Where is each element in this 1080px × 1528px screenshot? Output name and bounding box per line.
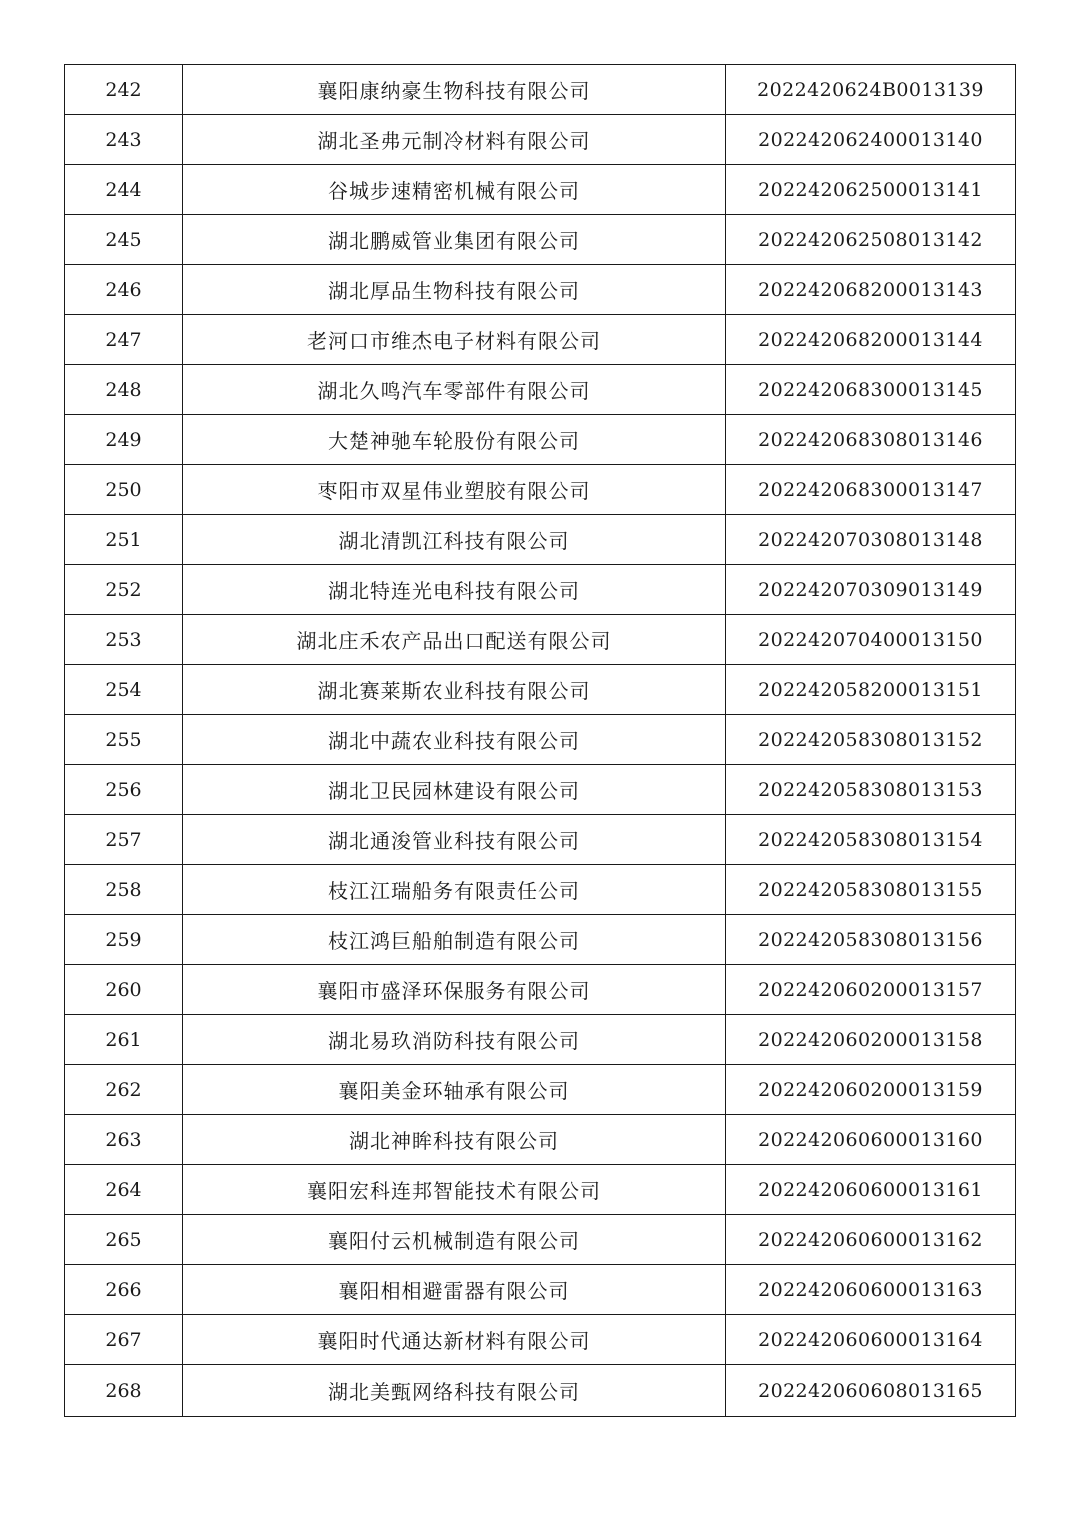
row-index-cell: 250 (65, 465, 183, 515)
row-index-cell: 245 (65, 215, 183, 265)
row-index-cell: 243 (65, 115, 183, 165)
row-index-cell: 251 (65, 515, 183, 565)
row-index-cell: 259 (65, 915, 183, 965)
row-index-cell: 252 (65, 565, 183, 615)
registration-code-cell: 202242058308013155 (726, 865, 1016, 915)
company-name-cell: 枣阳市双星伟业塑胶有限公司 (183, 465, 726, 515)
company-name-cell: 湖北特连光电科技有限公司 (183, 565, 726, 615)
registration-code-cell: 202242058308013156 (726, 915, 1016, 965)
company-name-cell: 襄阳市盛泽环保服务有限公司 (183, 965, 726, 1015)
registration-code-cell: 202242058308013152 (726, 715, 1016, 765)
table-row (65, 1315, 1016, 1365)
registration-code-cell: 202242068300013145 (726, 365, 1016, 415)
registration-code-cell: 202242058200013151 (726, 665, 1016, 715)
registration-code-cell: 202242060200013158 (726, 1015, 1016, 1065)
company-name-cell: 枝江鸿巨船舶制造有限公司 (183, 915, 726, 965)
registration-code-cell: 202242058308013153 (726, 765, 1016, 815)
company-name-cell: 湖北庄禾农产品出口配送有限公司 (183, 615, 726, 665)
registration-code-cell: 202242070400013150 (726, 615, 1016, 665)
row-index-cell: 264 (65, 1165, 183, 1215)
company-name-cell: 湖北通浚管业科技有限公司 (183, 815, 726, 865)
registration-code-cell: 202242060200013159 (726, 1065, 1016, 1115)
company-name-cell: 湖北卫民园林建设有限公司 (183, 765, 726, 815)
company-name-cell: 湖北久鸣汽车零部件有限公司 (183, 365, 726, 415)
row-index-cell: 258 (65, 865, 183, 915)
company-name-cell: 谷城步速精密机械有限公司 (183, 165, 726, 215)
company-name-cell: 襄阳付云机械制造有限公司 (183, 1215, 726, 1265)
row-index-cell: 248 (65, 365, 183, 415)
registration-code-cell: 202242060608013165 (726, 1365, 1016, 1417)
row-index-cell: 257 (65, 815, 183, 865)
company-name-cell: 湖北易玖消防科技有限公司 (183, 1015, 726, 1065)
registration-code-cell: 202242068300013147 (726, 465, 1016, 515)
registration-code-cell: 202242062508013142 (726, 215, 1016, 265)
row-index-cell: 255 (65, 715, 183, 765)
company-name-cell: 襄阳康纳豪生物科技有限公司 (183, 65, 726, 115)
row-index-cell: 242 (65, 65, 183, 115)
table-row (65, 1265, 1016, 1315)
row-index-cell: 266 (65, 1265, 183, 1315)
table-row (65, 865, 1016, 915)
registration-code-cell: 202242060200013157 (726, 965, 1016, 1015)
company-name-cell: 湖北中蔬农业科技有限公司 (183, 715, 726, 765)
company-name-cell: 大楚神驰车轮股份有限公司 (183, 415, 726, 465)
table-row (65, 815, 1016, 865)
table-row (65, 1115, 1016, 1165)
row-index-cell: 267 (65, 1315, 183, 1365)
registration-code-cell: 202242068200013143 (726, 265, 1016, 315)
company-name-cell: 襄阳宏科连邦智能技术有限公司 (183, 1165, 726, 1215)
row-index-cell: 249 (65, 415, 183, 465)
registration-code-cell: 2022420624B0013139 (726, 65, 1016, 115)
row-index-cell: 263 (65, 1115, 183, 1165)
registration-code-cell: 202242070309013149 (726, 565, 1016, 615)
table-row (65, 515, 1016, 565)
table-row (65, 965, 1016, 1015)
registration-code-cell: 202242060600013163 (726, 1265, 1016, 1315)
row-index-cell: 262 (65, 1065, 183, 1115)
company-name-cell: 襄阳相相避雷器有限公司 (183, 1265, 726, 1315)
row-index-cell: 253 (65, 615, 183, 665)
row-index-cell: 261 (65, 1015, 183, 1065)
table-row (65, 765, 1016, 815)
company-name-cell: 老河口市维杰电子材料有限公司 (183, 315, 726, 365)
table-row (65, 715, 1016, 765)
row-index-cell: 256 (65, 765, 183, 815)
row-index-cell: 247 (65, 315, 183, 365)
company-name-cell: 湖北赛莱斯农业科技有限公司 (183, 665, 726, 715)
table-row (65, 1365, 1016, 1417)
registration-code-cell: 202242060600013161 (726, 1165, 1016, 1215)
row-index-cell: 244 (65, 165, 183, 215)
table-row (65, 165, 1016, 215)
registration-code-cell: 202242062400013140 (726, 115, 1016, 165)
company-registry-table (64, 64, 1016, 1417)
row-index-cell: 246 (65, 265, 183, 315)
row-index-cell: 265 (65, 1215, 183, 1265)
registration-code-cell: 202242060600013162 (726, 1215, 1016, 1265)
company-name-cell: 湖北美甄网络科技有限公司 (183, 1365, 726, 1417)
table-body (65, 65, 1016, 1417)
company-name-cell: 湖北鹏威管业集团有限公司 (183, 215, 726, 265)
table-row (65, 215, 1016, 265)
table-row (65, 65, 1016, 115)
table-row (65, 665, 1016, 715)
table-row (65, 915, 1016, 965)
table-row (65, 115, 1016, 165)
company-name-cell: 襄阳美金环轴承有限公司 (183, 1065, 726, 1115)
table-row (65, 1165, 1016, 1215)
row-index-cell: 268 (65, 1365, 183, 1417)
registration-code-cell: 202242068200013144 (726, 315, 1016, 365)
company-name-cell: 湖北圣弗元制冷材料有限公司 (183, 115, 726, 165)
row-index-cell: 254 (65, 665, 183, 715)
table-row (65, 465, 1016, 515)
company-name-cell: 湖北清凯江科技有限公司 (183, 515, 726, 565)
table-row (65, 615, 1016, 665)
table-row (65, 265, 1016, 315)
company-name-cell: 湖北厚品生物科技有限公司 (183, 265, 726, 315)
table-row (65, 565, 1016, 615)
table-row (65, 415, 1016, 465)
registration-code-cell: 202242060600013164 (726, 1315, 1016, 1365)
registration-code-cell: 202242070308013148 (726, 515, 1016, 565)
row-index-cell: 260 (65, 965, 183, 1015)
table-row (65, 1015, 1016, 1065)
table-row (65, 1215, 1016, 1265)
registration-code-cell: 202242068308013146 (726, 415, 1016, 465)
table-row (65, 1065, 1016, 1115)
table-row (65, 365, 1016, 415)
company-name-cell: 襄阳时代通达新材料有限公司 (183, 1315, 726, 1365)
table-row (65, 315, 1016, 365)
company-name-cell: 湖北神眸科技有限公司 (183, 1115, 726, 1165)
registration-code-cell: 202242058308013154 (726, 815, 1016, 865)
company-name-cell: 枝江江瑞船务有限责任公司 (183, 865, 726, 915)
registration-code-cell: 202242060600013160 (726, 1115, 1016, 1165)
registration-code-cell: 202242062500013141 (726, 165, 1016, 215)
